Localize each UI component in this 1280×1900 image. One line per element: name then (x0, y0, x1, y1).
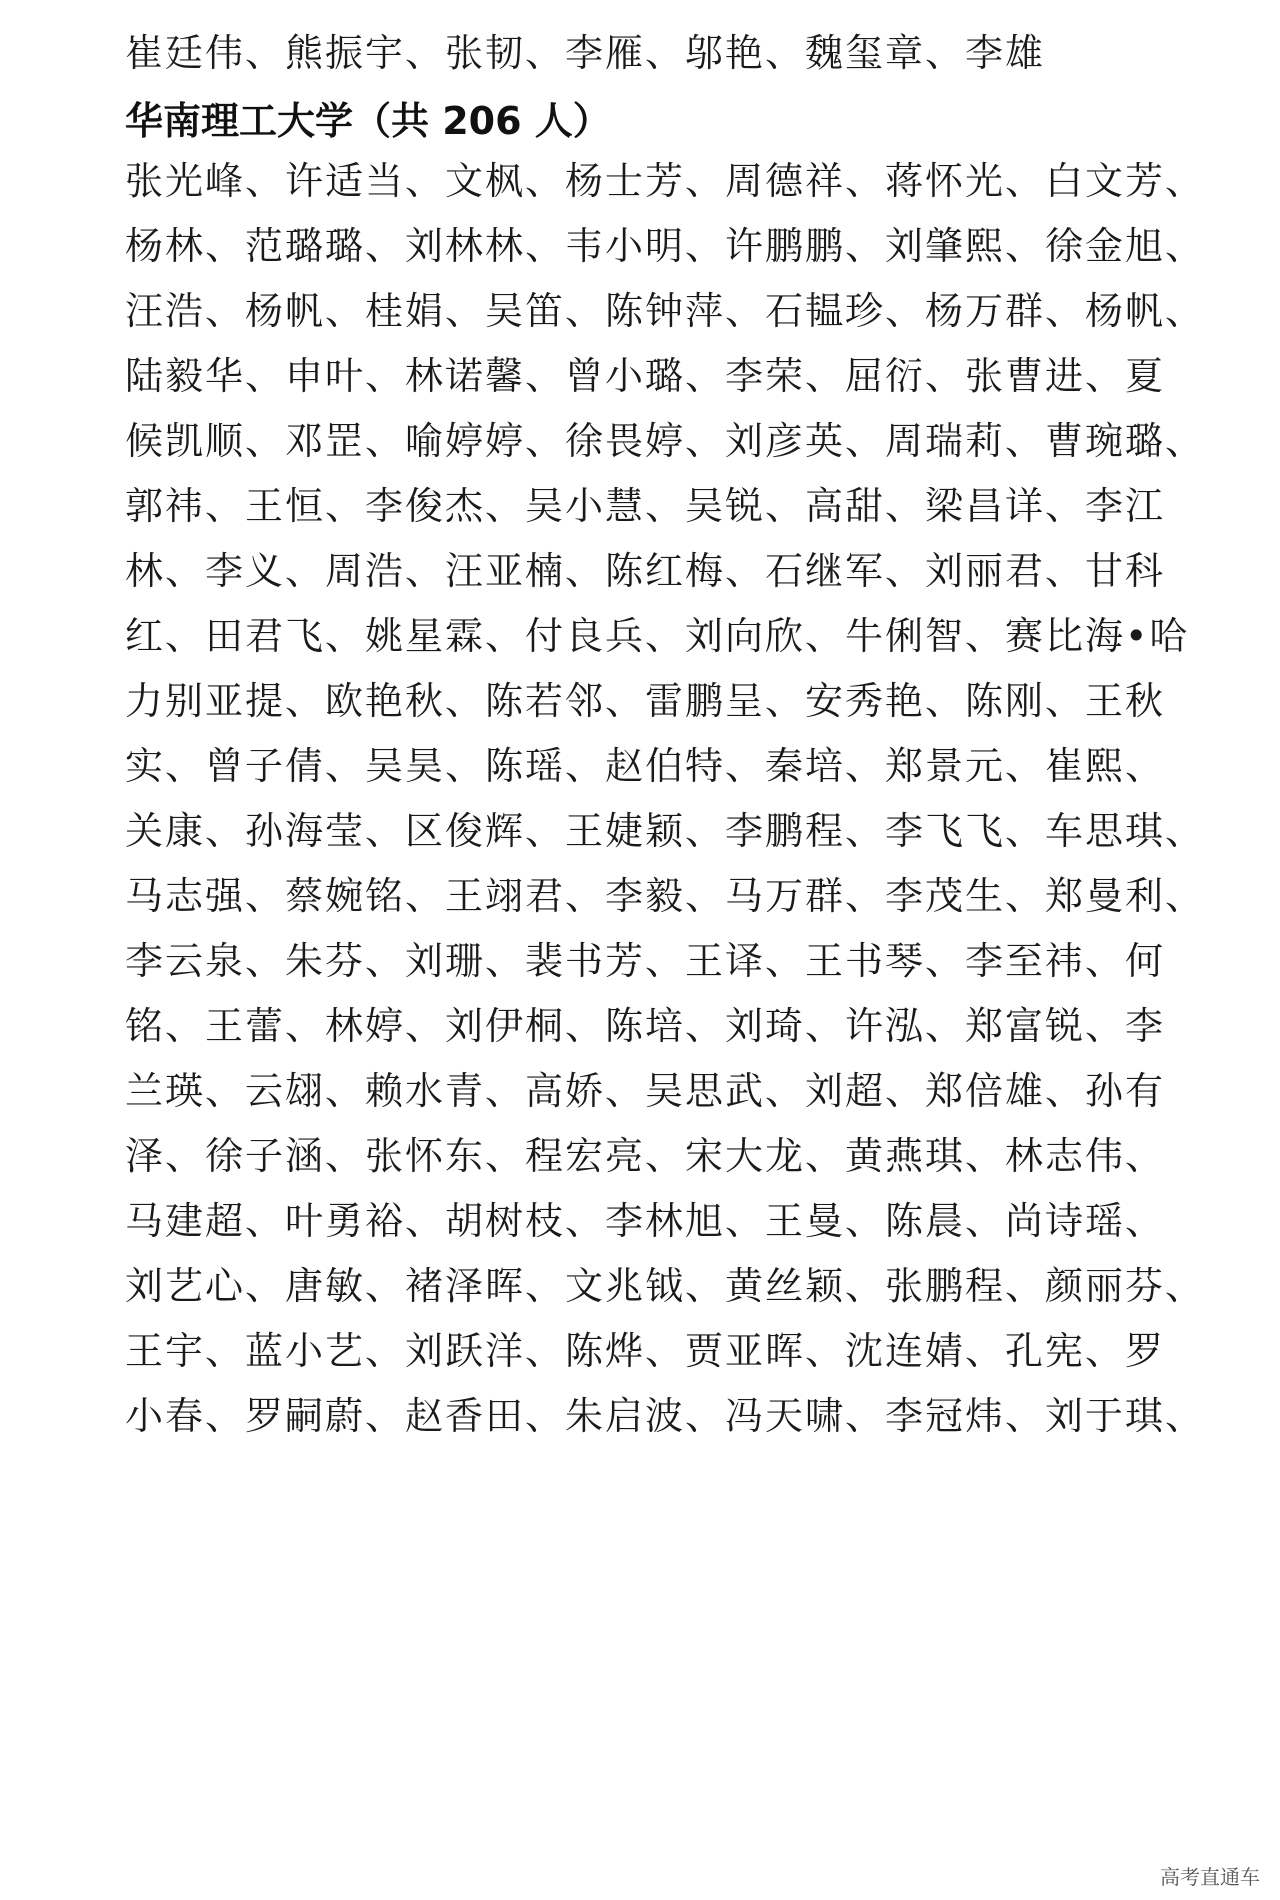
name-list-line: 小春、罗嗣蔚、赵香田、朱启波、冯天啸、李冠炜、刘于琪、 (125, 1394, 1206, 1438)
name-list-line: 李云泉、朱芬、刘珊、裴书芳、王译、王书琴、李至祎、何 (125, 939, 1166, 983)
name-list-line: 红、田君飞、姚星霖、付良兵、刘向欣、牛俐智、赛比海•哈 (125, 614, 1190, 658)
name-list-line: 力别亚提、欧艳秋、陈若邻、雷鹏呈、安秀艳、陈刚、王秋 (125, 679, 1166, 723)
name-list-line: 马志强、蔡婉铭、王翊君、李毅、马万群、李茂生、郑曼利、 (125, 874, 1206, 918)
name-list-line: 实、曾子倩、吴昊、陈瑶、赵伯特、秦培、郑景元、崔熙、 (125, 744, 1166, 788)
name-list-line: 王宇、蓝小艺、刘跃洋、陈烨、贾亚晖、沈连婧、孔宪、罗 (125, 1329, 1166, 1373)
name-list-line: 刘艺心、唐敏、褚泽晖、文兆钺、黄丝颖、张鹏程、颜丽芬、 (125, 1264, 1206, 1308)
name-list-line: 林、李义、周浩、汪亚楠、陈红梅、石继军、刘丽君、甘科 (125, 549, 1166, 593)
name-list-line: 关康、孙海莹、区俊辉、王婕颖、李鹏程、李飞飞、车思琪、 (125, 809, 1206, 853)
section-heading: 华南理工大学（共 206 人） (125, 99, 611, 143)
name-list-line: 泽、徐子涵、张怀东、程宏亮、宋大龙、黄燕琪、林志伟、 (125, 1134, 1166, 1178)
watermark: 高考直通车 (1160, 1865, 1260, 1889)
name-list-line: 兰瑛、云翃、赖水青、高娇、吴思武、刘超、郑倍雄、孙有 (125, 1069, 1166, 1113)
name-list-line: 张光峰、许适当、文枫、杨士芳、周德祥、蒋怀光、白文芳、 (125, 159, 1206, 203)
name-list-line: 郭祎、王恒、李俊杰、吴小慧、吴锐、高甜、梁昌详、李江 (125, 484, 1166, 528)
name-list-line: 杨林、范璐璐、刘林林、韦小明、许鹏鹏、刘肇熙、徐金旭、 (125, 224, 1206, 268)
name-list-line: 铭、王蕾、林婷、刘伊桐、陈培、刘琦、许泓、郑富锐、李 (125, 1004, 1166, 1048)
name-list-line: 汪浩、杨帆、桂娟、吴笛、陈钟萍、石韫珍、杨万群、杨帆、 (125, 289, 1206, 333)
name-list-line: 马建超、叶勇裕、胡树枝、李林旭、王曼、陈晨、尚诗瑶、 (125, 1199, 1166, 1243)
text-line-top: 崔廷伟、熊振宇、张韧、李雁、邬艳、魏玺章、李雄 (125, 31, 1046, 75)
name-list-line: 候凯顺、邓罡、喻婷婷、徐畏婷、刘彦英、周瑞莉、曹琬璐、 (125, 419, 1206, 463)
name-list-line: 陆毅华、申叶、林诺馨、曾小璐、李荣、屈衍、张曹进、夏 (125, 354, 1166, 398)
